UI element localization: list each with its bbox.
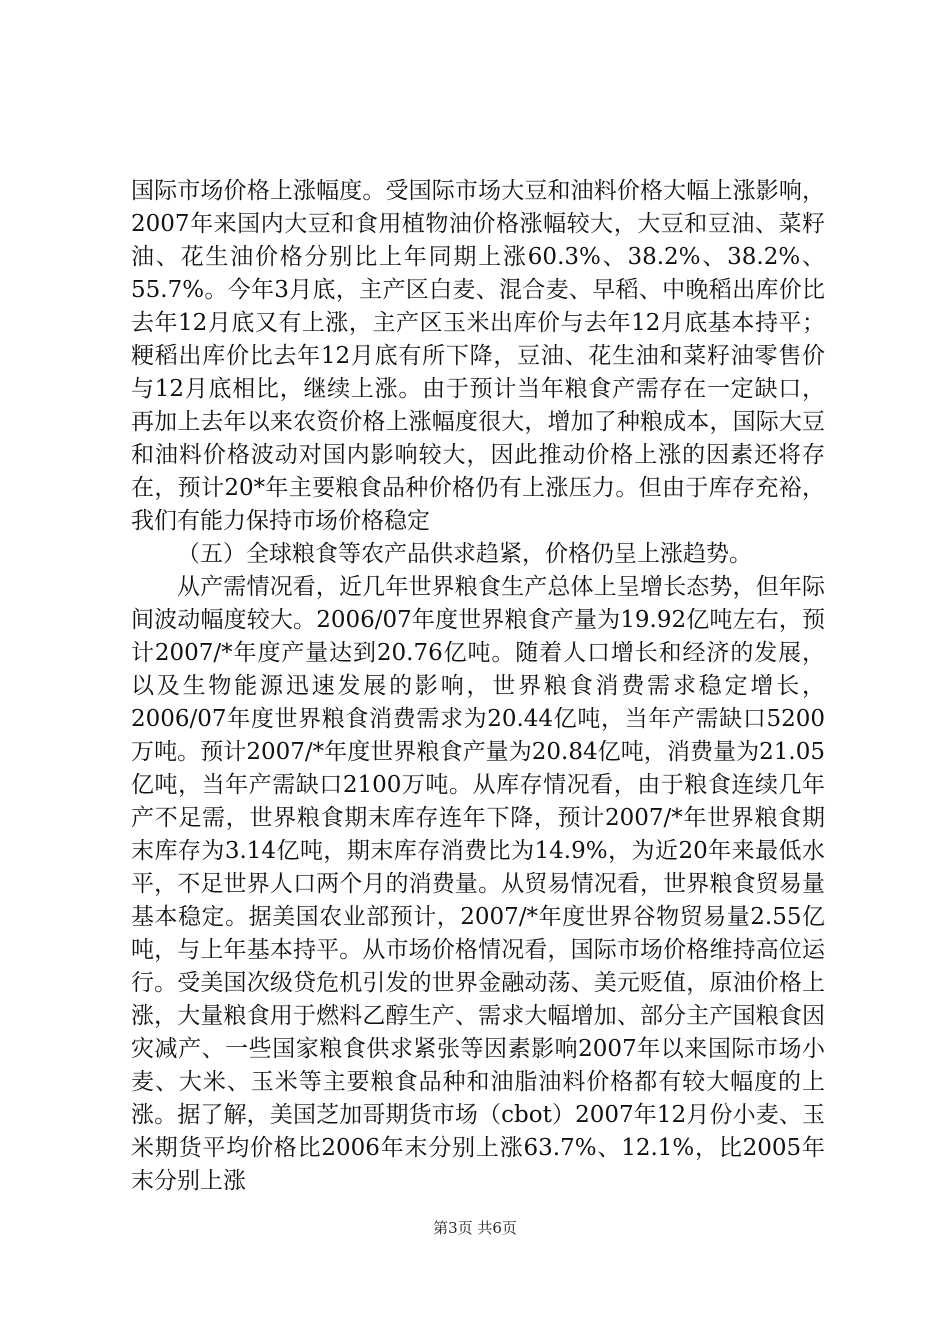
paragraph-price-rise: 国际市场价格上涨幅度。受国际市场大豆和油料价格大幅上涨影响，2007年来国内大豆和食用植物油价格涨幅较大，大豆和豆油、菜籽油、花生油价格分别比上年同期上涨60.3%、38.2%、38.2%、55.7%。今年3月底，主产区白麦、混合麦、早稻、中晚稻出库价比去年12月底又有上涨，主产区玉米出库价与去年12月底基本持平；粳稻出库价比去年12月底有所下降，豆油、花生油和菜籽油零售价与12月底相比，继续上涨。由于预计当年粮食产需存在一定缺口，再加上去年以来农资价格上涨幅度很大，增加了种粮成本，国际大豆和油料价格波动对国内影响较大，因此推动价格上涨的因素还将存在，预计20*年主要粮食品种价格仍有上涨压力。但由于库存充裕，我们有能力保持市场价格稳定 bbox=[131, 178, 825, 534]
page-footer: 第3页 共6页 bbox=[433, 1219, 517, 1237]
section-heading-global-supply: （五）全球粮食等农产品供求趋紧，价格仍呈上涨趋势。 bbox=[177, 541, 752, 567]
paragraph-global-grain: 从产需情况看，近几年世界粮食生产总体上呈增长态势，但年际间波动幅度较大。2006/07年度世界粮食产量为19.92亿吨左右，预计2007/*年度产量达到20.76亿吨。随着人口增长和经济的发展，以及生物能源迅速发展的影响，世界粮食消费需求稳定增长，2006/07年度世界粮食消费需求为20.44亿吨，当年产需缺口5200万吨。预计2007/*年度世界粮食产量为20.84亿吨，消费量为21.05亿吨，当年产需缺口2100万吨。从库存情况看，由于粮食连续几年产不足需，世界粮食期末库存连年下降，预计2007/*年世界粮食期末库存为3.14亿吨，期末库存消费比为14.9%，为近20年来最低水平，不足世界人口两个月的消费量。从贸易情况看，世界粮食贸易量基本稳定。据美国农业部预计，2007/*年度世界谷物贸易量2.55亿吨，与上年基本持平。从市场价格情况看，国际市场价格维持高位运行。受美国次级贷危机引发的世界金融动荡、美元贬值，原油价格上涨，大量粮食用于燃料乙醇生产、需求大幅增加、部分主产国粮食因灾减产、一些国家粮食供求紧张等因素影响2007年以来国际市场小麦、大米、玉米等主要粮食品种和油脂油料价格都有较大幅度的上涨。据了解，美国芝加哥期货市场（cbot）2007年12月份小麦、玉米期货平均价格比2006年末分别上涨63.7%、12.1%，比2005年末分别上涨 bbox=[131, 574, 825, 1194]
document-body bbox=[131, 175, 825, 1198]
